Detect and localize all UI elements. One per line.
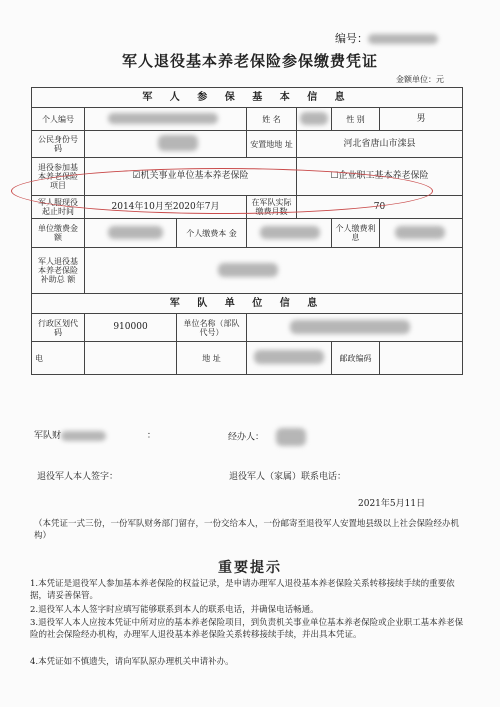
self-sign-label: 退役军人本人签字： xyxy=(37,472,119,482)
option-enterprise-insurance: ☐企业职工基本养老保险 xyxy=(297,158,463,196)
gender-label: 性 别 xyxy=(332,108,380,131)
personal-info-heading: 军 人 参 保 基 本 信 息 xyxy=(32,88,463,108)
service-period-value: 2014年10月至2020年7月 xyxy=(85,196,247,219)
insurance-type-label: 退役参加基本养老保险项目 xyxy=(32,158,85,196)
unit-name-value xyxy=(247,314,463,342)
name-label: 姓 名 xyxy=(247,108,297,131)
family-phone-label: 退役军人（家属）联系电话： xyxy=(229,472,347,482)
phone-value xyxy=(85,342,177,375)
unit-info-heading: 军 队 单 位 信 息 xyxy=(32,294,463,314)
issue-date: 2021年5月11日 xyxy=(358,499,426,509)
citizen-id-label: 公民身份号 码 xyxy=(32,131,85,158)
note-item: 2.退役军人本人签字时应填写能够联系到本人的联系电话，并确保电话畅通。 xyxy=(30,605,319,615)
notes-title: 重要提示 xyxy=(218,560,282,576)
page-title: 军人退役基本养老保险参保缴费凭证 xyxy=(121,52,378,70)
employer-contribution-label: 单位缴费金 额 xyxy=(32,219,85,248)
citizen-id-value xyxy=(85,131,247,158)
currency-unit: 金额单位：元 xyxy=(396,75,444,84)
redacted-number xyxy=(368,34,438,44)
region-code-value: 910000 xyxy=(85,314,177,342)
months-value: 70 xyxy=(297,196,463,219)
copies-note: （本凭证一式三份，一份军队财务部门留存，一份交给本人，一份邮寄至退役军人安置地县级以上社会保险经办机构） xyxy=(34,519,460,541)
name-value xyxy=(297,108,332,131)
gender-value: 男 xyxy=(380,108,463,131)
personal-id-label: 个人编号 xyxy=(32,108,85,131)
annotation-oval xyxy=(11,168,433,214)
note-item: 4.本凭证如不慎遗失，请向军队原办理机关申请补办。 xyxy=(30,657,234,667)
address-value xyxy=(247,342,332,375)
resettlement-label: 安置地地 址 xyxy=(247,131,297,158)
handler-signature: 经办人： xyxy=(228,428,306,446)
resettlement-value: 河北省唐山市滦县 xyxy=(297,131,463,158)
interest-label: 个人缴费利 息 xyxy=(332,219,380,248)
note-item: 1.本凭证是退役军人参加基本养老保险的权益记录，是申请办理军人退役基本养老保险关系转移接续手续的重要依据，请妥善保管。 xyxy=(30,579,455,601)
service-period-label: 军人服现役起止时间 xyxy=(32,196,85,219)
postal-value xyxy=(380,342,463,375)
interest-value xyxy=(380,219,463,248)
note-item: 3.退役军人本人应按本凭证中所对应的基本养老保险项目，到负责机关事业单位基本养老保险或企业职工基本养老保险的社会保险经办机构，办理军人退役基本养老保险关系转移接续手续，并出具本凭证。 xyxy=(30,618,464,640)
subsidy-label: 军人退役基本养老保险补助总 额 xyxy=(32,248,85,294)
personal-id-value xyxy=(85,108,247,131)
voucher-form xyxy=(31,87,463,375)
finance-signature: 军队财 ： xyxy=(34,431,156,441)
subsidy-value xyxy=(85,248,463,294)
postal-label: 邮政编码 xyxy=(332,342,380,375)
option-gov-insurance: ☑机关事业单位基本养老保险 xyxy=(85,158,297,196)
personal-contribution-value xyxy=(247,219,332,248)
unit-name-label: 单位名称（部队代号） xyxy=(177,314,247,342)
employer-contribution-value xyxy=(85,219,177,248)
phone-label: 电 xyxy=(32,342,85,375)
address-label: 地 址 xyxy=(177,342,247,375)
months-label: 在军队实际缴费月数 xyxy=(247,196,297,219)
document-number: 编号： xyxy=(335,30,438,46)
region-code-label: 行政区划代 码 xyxy=(32,314,85,342)
personal-contribution-label: 个人缴费本 金 xyxy=(177,219,247,248)
